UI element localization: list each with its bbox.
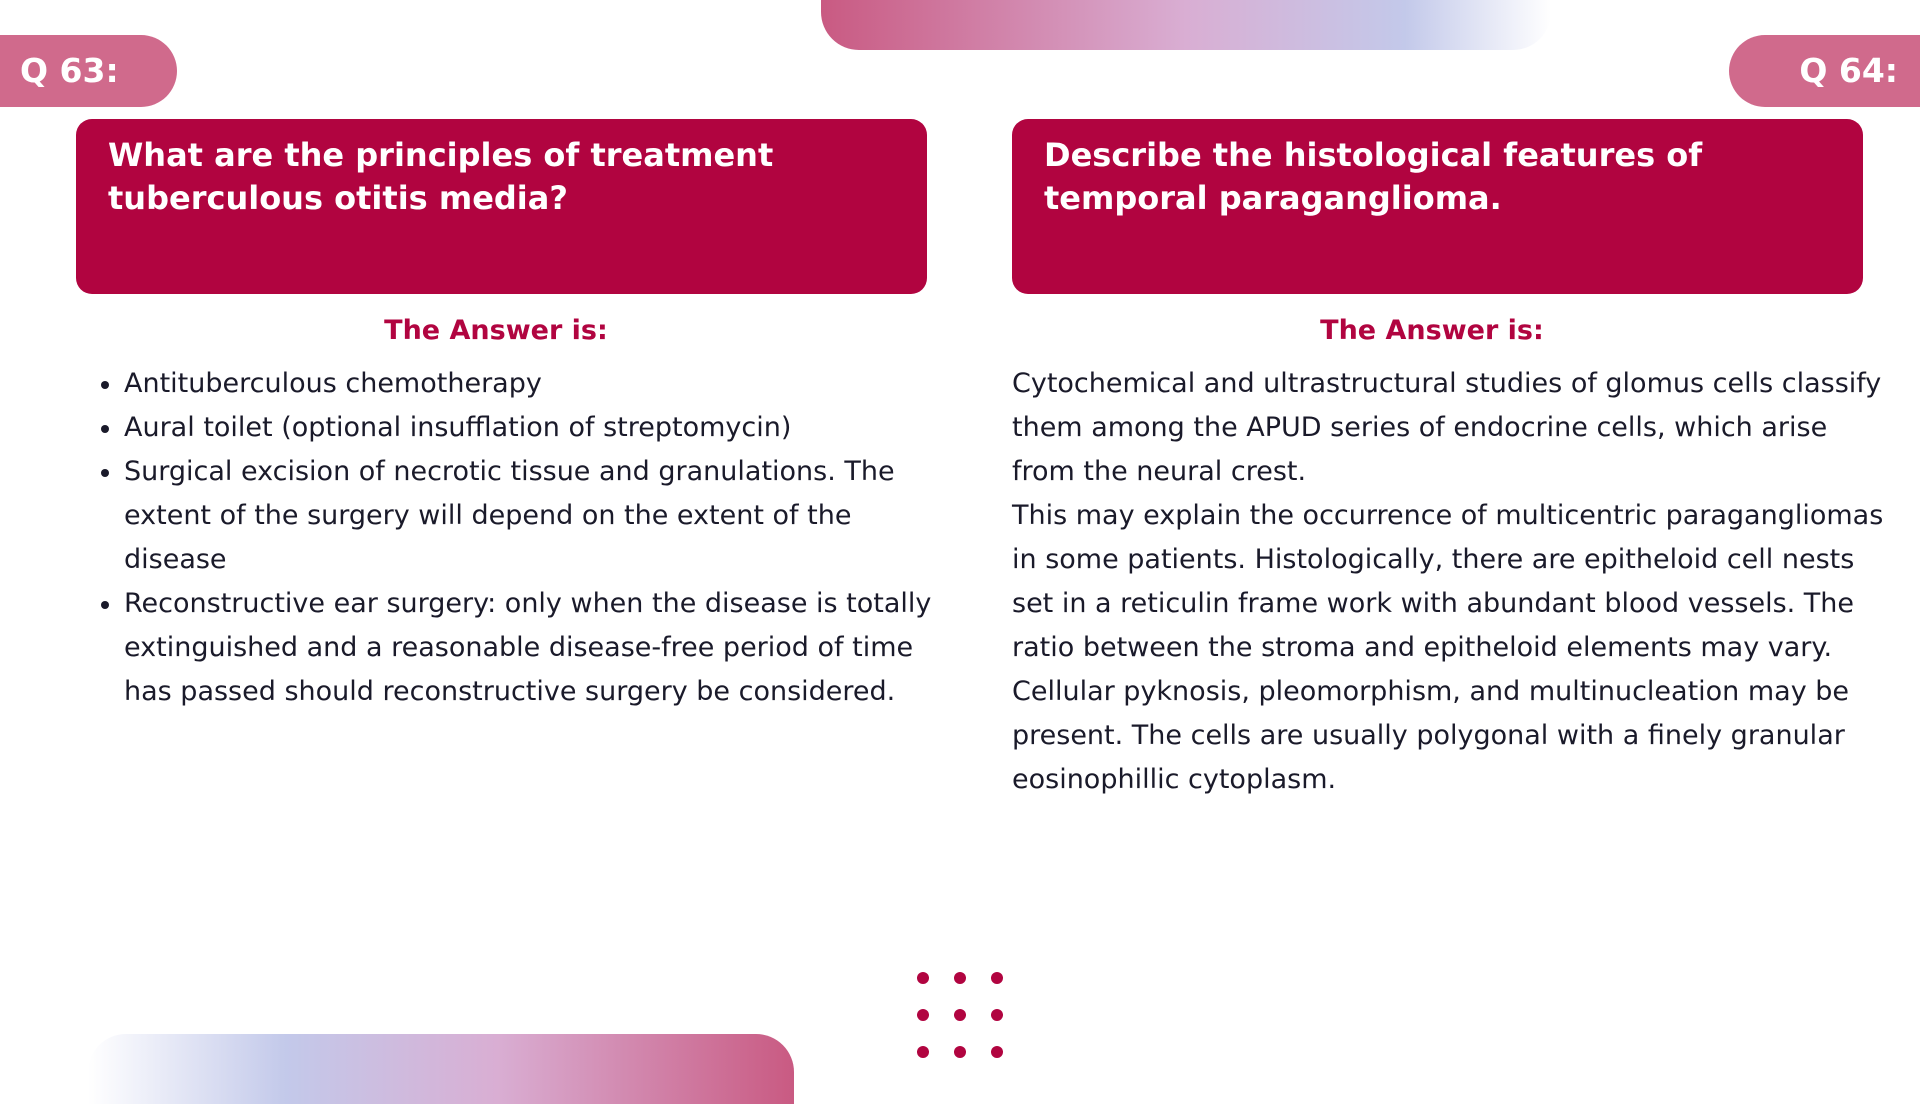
question-63-text: What are the principles of treatment tuberculous otitis media?: [108, 136, 774, 217]
answer-64-heading: The Answer is:: [1320, 315, 1544, 346]
decor-dot: [991, 1009, 1003, 1021]
decor-dot: [917, 972, 929, 984]
question-63-label: Q 63:: [0, 35, 177, 107]
answer-64-body: [1012, 362, 1887, 802]
decor-dot: [991, 1046, 1003, 1058]
decor-dot: [917, 1046, 929, 1058]
top-decorative-bar: [821, 0, 1551, 50]
answer-63-item: Antituberculous chemotherapy: [124, 362, 944, 406]
question-63-box: [76, 119, 927, 294]
answer-63-item: Surgical excision of necrotic tissue and granulations. The extent of the surgery will depend on the extent of the disease: [124, 450, 944, 582]
decorative-dot-grid: [917, 972, 1003, 1058]
answer-64-paragraph: Cytochemical and ultrastructural studies of glomus cells classify them among the APUD series of endocrine cells, which arise from the neural crest.: [1012, 368, 1882, 487]
answer-63-list: [124, 362, 944, 714]
decor-dot: [991, 972, 1003, 984]
decor-dot: [954, 1009, 966, 1021]
question-64-text: Describe the histological features of temporal paraganglioma.: [1044, 136, 1703, 217]
question-64-box: [1012, 119, 1863, 294]
decor-dot: [954, 1046, 966, 1058]
answer-64-paragraph: This may explain the occurrence of multicentric paragangliomas in some patients. Histologically, there are epitheloid cell nests set in a reticulin frame work with abundant blood vessels. The ratio between the stroma and epitheloid elements may vary.: [1012, 500, 1884, 663]
decor-dot: [917, 1009, 929, 1021]
answer-63-item: Reconstructive ear surgery: only when the disease is totally extinguished and a reasonable disease-free period of time has passed should reconstructive surgery be considered.: [124, 582, 944, 714]
decor-dot: [954, 972, 966, 984]
question-64-label: Q 64:: [1729, 35, 1920, 107]
answer-63-heading: The Answer is:: [384, 315, 608, 346]
answer-64-paragraph: Cellular pyknosis, pleomorphism, and multinucleation may be present. The cells are usually polygonal with a finely granular eosinophillic cytoplasm.: [1012, 676, 1850, 795]
bottom-decorative-bar: [88, 1034, 794, 1104]
answer-63-item: Aural toilet (optional insufflation of streptomycin): [124, 406, 944, 450]
